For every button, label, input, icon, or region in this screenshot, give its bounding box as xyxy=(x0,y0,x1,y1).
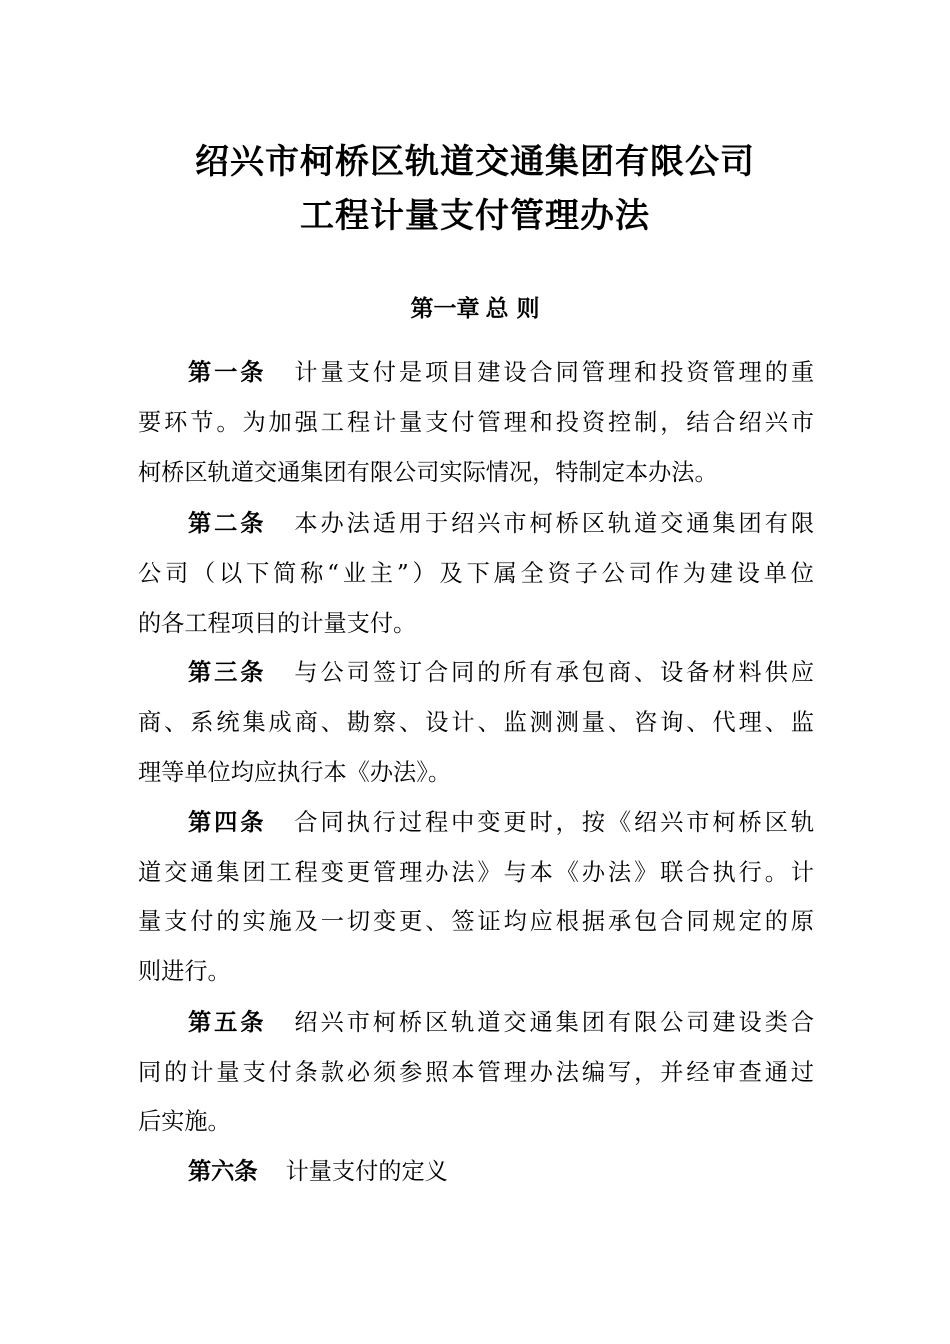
article-1-line-2: 要环节。为加强工程计量支付管理和投资控制，结合绍兴市 xyxy=(138,409,814,436)
article-label: 第四条 xyxy=(188,809,267,836)
article-1-line-1 xyxy=(188,356,814,390)
article-label: 第二条 xyxy=(188,510,267,537)
article-6-line-1 xyxy=(188,1155,814,1189)
chapter-number: 第一章 xyxy=(410,296,480,322)
chapter-name: 总 则 xyxy=(485,296,540,322)
article-text: 绍兴市柯桥区轨道交通集团有限公司建设类合 xyxy=(294,1009,815,1036)
article-4-line-2: 道交通集团工程变更管理办法》与本《办法》联合执行。计 xyxy=(138,859,814,886)
article-label: 第三条 xyxy=(188,659,267,686)
article-1-line-3: 柯桥区轨道交通集团有限公司实际情况，特制定本办法。 xyxy=(138,459,718,486)
article-4-line-4: 则进行。 xyxy=(138,958,231,985)
article-4-line-3: 量支付的实施及一切变更、签证均应根据承包合同规定的原 xyxy=(138,908,814,935)
article-text: 本办法适用于绍兴市柯桥区轨道交通集团有限 xyxy=(294,510,815,537)
article-text: 计量支付是项目建设合同管理和投资管理的重 xyxy=(294,359,815,386)
article-label: 第五条 xyxy=(188,1009,267,1036)
article-5-line-1 xyxy=(188,1006,814,1040)
article-2-line-3: 的各工程项目的计量支付。 xyxy=(138,610,417,637)
article-3-line-3: 理等单位均应执行本《办法》。 xyxy=(138,759,452,786)
article-2-line-2: 公司（以下简称“业主”）及下属全资子公司作为建设单位 xyxy=(138,560,814,587)
article-5-line-3: 后实施。 xyxy=(138,1108,231,1135)
article-3-line-1 xyxy=(188,656,814,690)
article-text: 计量支付的定义 xyxy=(285,1158,448,1185)
document-title-line-2: 工程计量支付管理办法 xyxy=(300,196,650,236)
article-label: 第六条 xyxy=(188,1158,258,1185)
article-text: 与公司签订合同的所有承包商、设备材料供应 xyxy=(294,659,815,686)
chapter-heading xyxy=(0,294,950,324)
article-label: 第一条 xyxy=(188,359,267,386)
article-5-line-2: 同的计量支付条款必须参照本管理办法编写，并经审查通过 xyxy=(138,1059,814,1086)
article-text: 合同执行过程中变更时，按《绍兴市柯桥区轨 xyxy=(294,809,815,836)
article-3-line-2: 商、系统集成商、勘察、设计、监测测量、咨询、代理、监 xyxy=(138,709,814,736)
article-2-line-1 xyxy=(188,507,814,541)
article-4-line-1 xyxy=(188,806,814,840)
document-title-line-1: 绍兴市柯桥区轨道交通集团有限公司 xyxy=(195,142,755,182)
